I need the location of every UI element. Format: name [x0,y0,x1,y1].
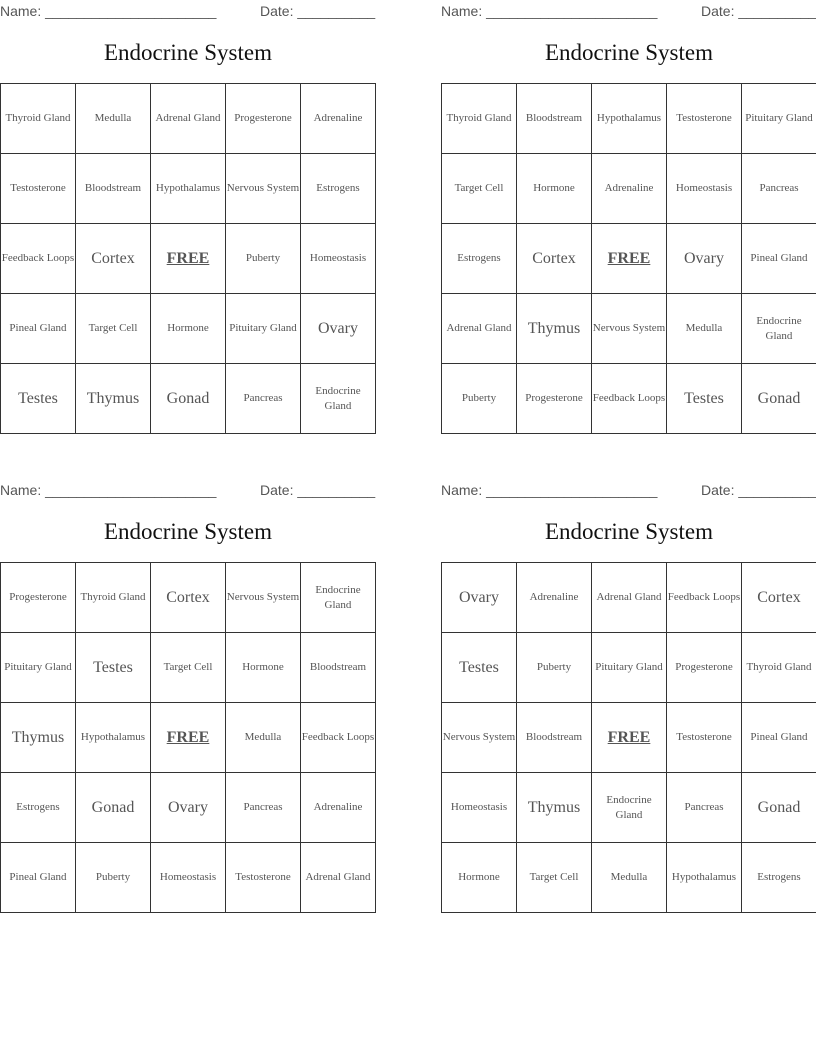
grid-row [1,364,376,434]
name-label: Name: ______________________ [441,3,658,19]
grid-row [442,294,816,364]
bingo-cell: Progesterone [226,84,301,154]
bingo-cell: Target Cell [151,633,226,703]
bingo-cell: Testes [667,364,742,434]
bingo-cell: Puberty [442,364,517,434]
bingo-cell: Cortex [76,224,151,294]
bingo-cell: Testes [442,633,517,703]
bingo-cell: Thyroid Gland [1,84,76,154]
grid-row [1,224,376,294]
bingo-cell: Pineal Gland [1,294,76,364]
bingo-cell: Hypothalamus [76,703,151,773]
bingo-cell: Ovary [151,773,226,843]
card-title: Endocrine System [104,519,272,544]
name-label: Name: ______________________ [441,482,658,498]
bingo-cell: Adrenaline [517,563,592,633]
bingo-cell: Testes [76,633,151,703]
bingo-cell: Medulla [76,84,151,154]
bingo-cell: Ovary [442,563,517,633]
bingo-cell: Pancreas [226,364,301,434]
bingo-cell: Progesterone [667,633,742,703]
bingo-cell: Testosterone [1,154,76,224]
bingo-cell: Pineal Gland [1,843,76,913]
bingo-cell: Adrenaline [301,773,376,843]
bingo-cell: Bloodstream [301,633,376,703]
bingo-cell: Gonad [151,364,226,434]
grid-row [442,154,816,224]
bingo-cell: Hormone [226,633,301,703]
name-label: Name: ______________________ [0,482,217,498]
bingo-cell: Feedback Loops [1,224,76,294]
date-label: Date: __________ [701,3,816,19]
bingo-cell: Thymus [1,703,76,773]
grid-row [1,154,376,224]
grid-row [442,364,816,434]
bingo-cell: Bloodstream [517,84,592,154]
bingo-cell: Hypothalamus [592,84,667,154]
bingo-cell: Pituitary Gland [592,633,667,703]
date-label: Date: __________ [260,3,376,19]
bingo-cell: Homeostasis [301,224,376,294]
bingo-cell: Nervous System [592,294,667,364]
bingo-grid [441,562,816,913]
grid-row [1,84,376,154]
bingo-cell: Target Cell [517,843,592,913]
bingo-cell: Nervous System [226,154,301,224]
card-header [0,0,376,20]
bingo-cell: Thyroid Gland [76,563,151,633]
bingo-cell: Thyroid Gland [742,633,816,703]
bingo-cell: Testosterone [667,703,742,773]
card-title: Endocrine System [545,40,713,65]
bingo-cell: Cortex [151,563,226,633]
bingo-cell: Thymus [76,364,151,434]
grid-row [442,633,816,703]
bingo-cell: Cortex [517,224,592,294]
card-title: Endocrine System [545,519,713,544]
bingo-cell: Thymus [517,294,592,364]
bingo-cell: Testosterone [226,843,301,913]
date-label: Date: __________ [260,482,376,498]
bingo-cell: Hormone [517,154,592,224]
grid-row [442,563,816,633]
bingo-cell: Gonad [742,773,816,843]
bingo-cell: Ovary [301,294,376,364]
card-title: Endocrine System [104,40,272,65]
bingo-cell: Feedback Loops [301,703,376,773]
bingo-cell: Adrenaline [592,154,667,224]
grid-row [1,563,376,633]
free-cell: FREE [151,224,226,294]
free-cell: FREE [151,703,226,773]
bingo-cell: Endocrine Gland [301,563,376,633]
bingo-cell: Hypothalamus [667,843,742,913]
bingo-cell: Homeostasis [151,843,226,913]
grid-row [1,773,376,843]
bingo-cell: Medulla [667,294,742,364]
bingo-cell: Bloodstream [517,703,592,773]
bingo-cell: Estrogens [1,773,76,843]
bingo-cell: Estrogens [742,843,816,913]
bingo-cell: Pituitary Gland [1,633,76,703]
grid-row [442,773,816,843]
bingo-cell: Endocrine Gland [592,773,667,843]
grid-row [442,84,816,154]
card-header [441,0,816,20]
bingo-cell: Pituitary Gland [226,294,301,364]
bingo-cell: Feedback Loops [592,364,667,434]
bingo-cell: Puberty [517,633,592,703]
bingo-cell: Target Cell [442,154,517,224]
bingo-cell: Gonad [76,773,151,843]
bingo-grid [441,83,816,434]
grid-row [1,294,376,364]
bingo-cell: Endocrine Gland [301,364,376,434]
bingo-cell: Adrenal Gland [592,563,667,633]
bingo-cell: Cortex [742,563,816,633]
bingo-cell: Adrenaline [301,84,376,154]
bingo-cell: Thyroid Gland [442,84,517,154]
bingo-cell: Hormone [151,294,226,364]
bingo-cell: Ovary [667,224,742,294]
bingo-cell: Testosterone [667,84,742,154]
grid-row [1,843,376,913]
bingo-cell: Target Cell [76,294,151,364]
bingo-grid [0,83,376,434]
bingo-cell: Estrogens [442,224,517,294]
bingo-cell: Testes [1,364,76,434]
bingo-cell: Puberty [226,224,301,294]
bingo-cell: Pancreas [667,773,742,843]
bingo-cell: Hormone [442,843,517,913]
bingo-cell: Puberty [76,843,151,913]
bingo-cell: Pineal Gland [742,703,816,773]
bingo-cell: Gonad [742,364,816,434]
free-cell: FREE [592,703,667,773]
bingo-cell: Endocrine Gland [742,294,816,364]
bingo-cell: Adrenal Gland [301,843,376,913]
bingo-cell: Pituitary Gland [742,84,816,154]
bingo-cell: Nervous System [442,703,517,773]
bingo-cell: Feedback Loops [667,563,742,633]
date-label: Date: __________ [701,482,816,498]
grid-row [442,843,816,913]
bingo-cell: Pancreas [742,154,816,224]
card-header [0,479,376,499]
grid-row [1,633,376,703]
name-label: Name: ______________________ [0,3,217,19]
bingo-cell: Homeostasis [442,773,517,843]
bingo-cell: Bloodstream [76,154,151,224]
bingo-cell: Adrenal Gland [442,294,517,364]
bingo-cell: Thymus [517,773,592,843]
bingo-cell: Medulla [226,703,301,773]
bingo-cell: Pancreas [226,773,301,843]
bingo-cell: Homeostasis [667,154,742,224]
bingo-cell: Progesterone [517,364,592,434]
card-header [441,479,816,499]
grid-row [442,703,816,773]
bingo-cell: Progesterone [1,563,76,633]
bingo-grid [0,562,376,913]
bingo-cell: Estrogens [301,154,376,224]
bingo-cell: Nervous System [226,563,301,633]
bingo-cell: Pineal Gland [742,224,816,294]
grid-row [1,703,376,773]
bingo-cell: Hypothalamus [151,154,226,224]
grid-row [442,224,816,294]
free-cell: FREE [592,224,667,294]
bingo-cell: Medulla [592,843,667,913]
bingo-cell: Adrenal Gland [151,84,226,154]
